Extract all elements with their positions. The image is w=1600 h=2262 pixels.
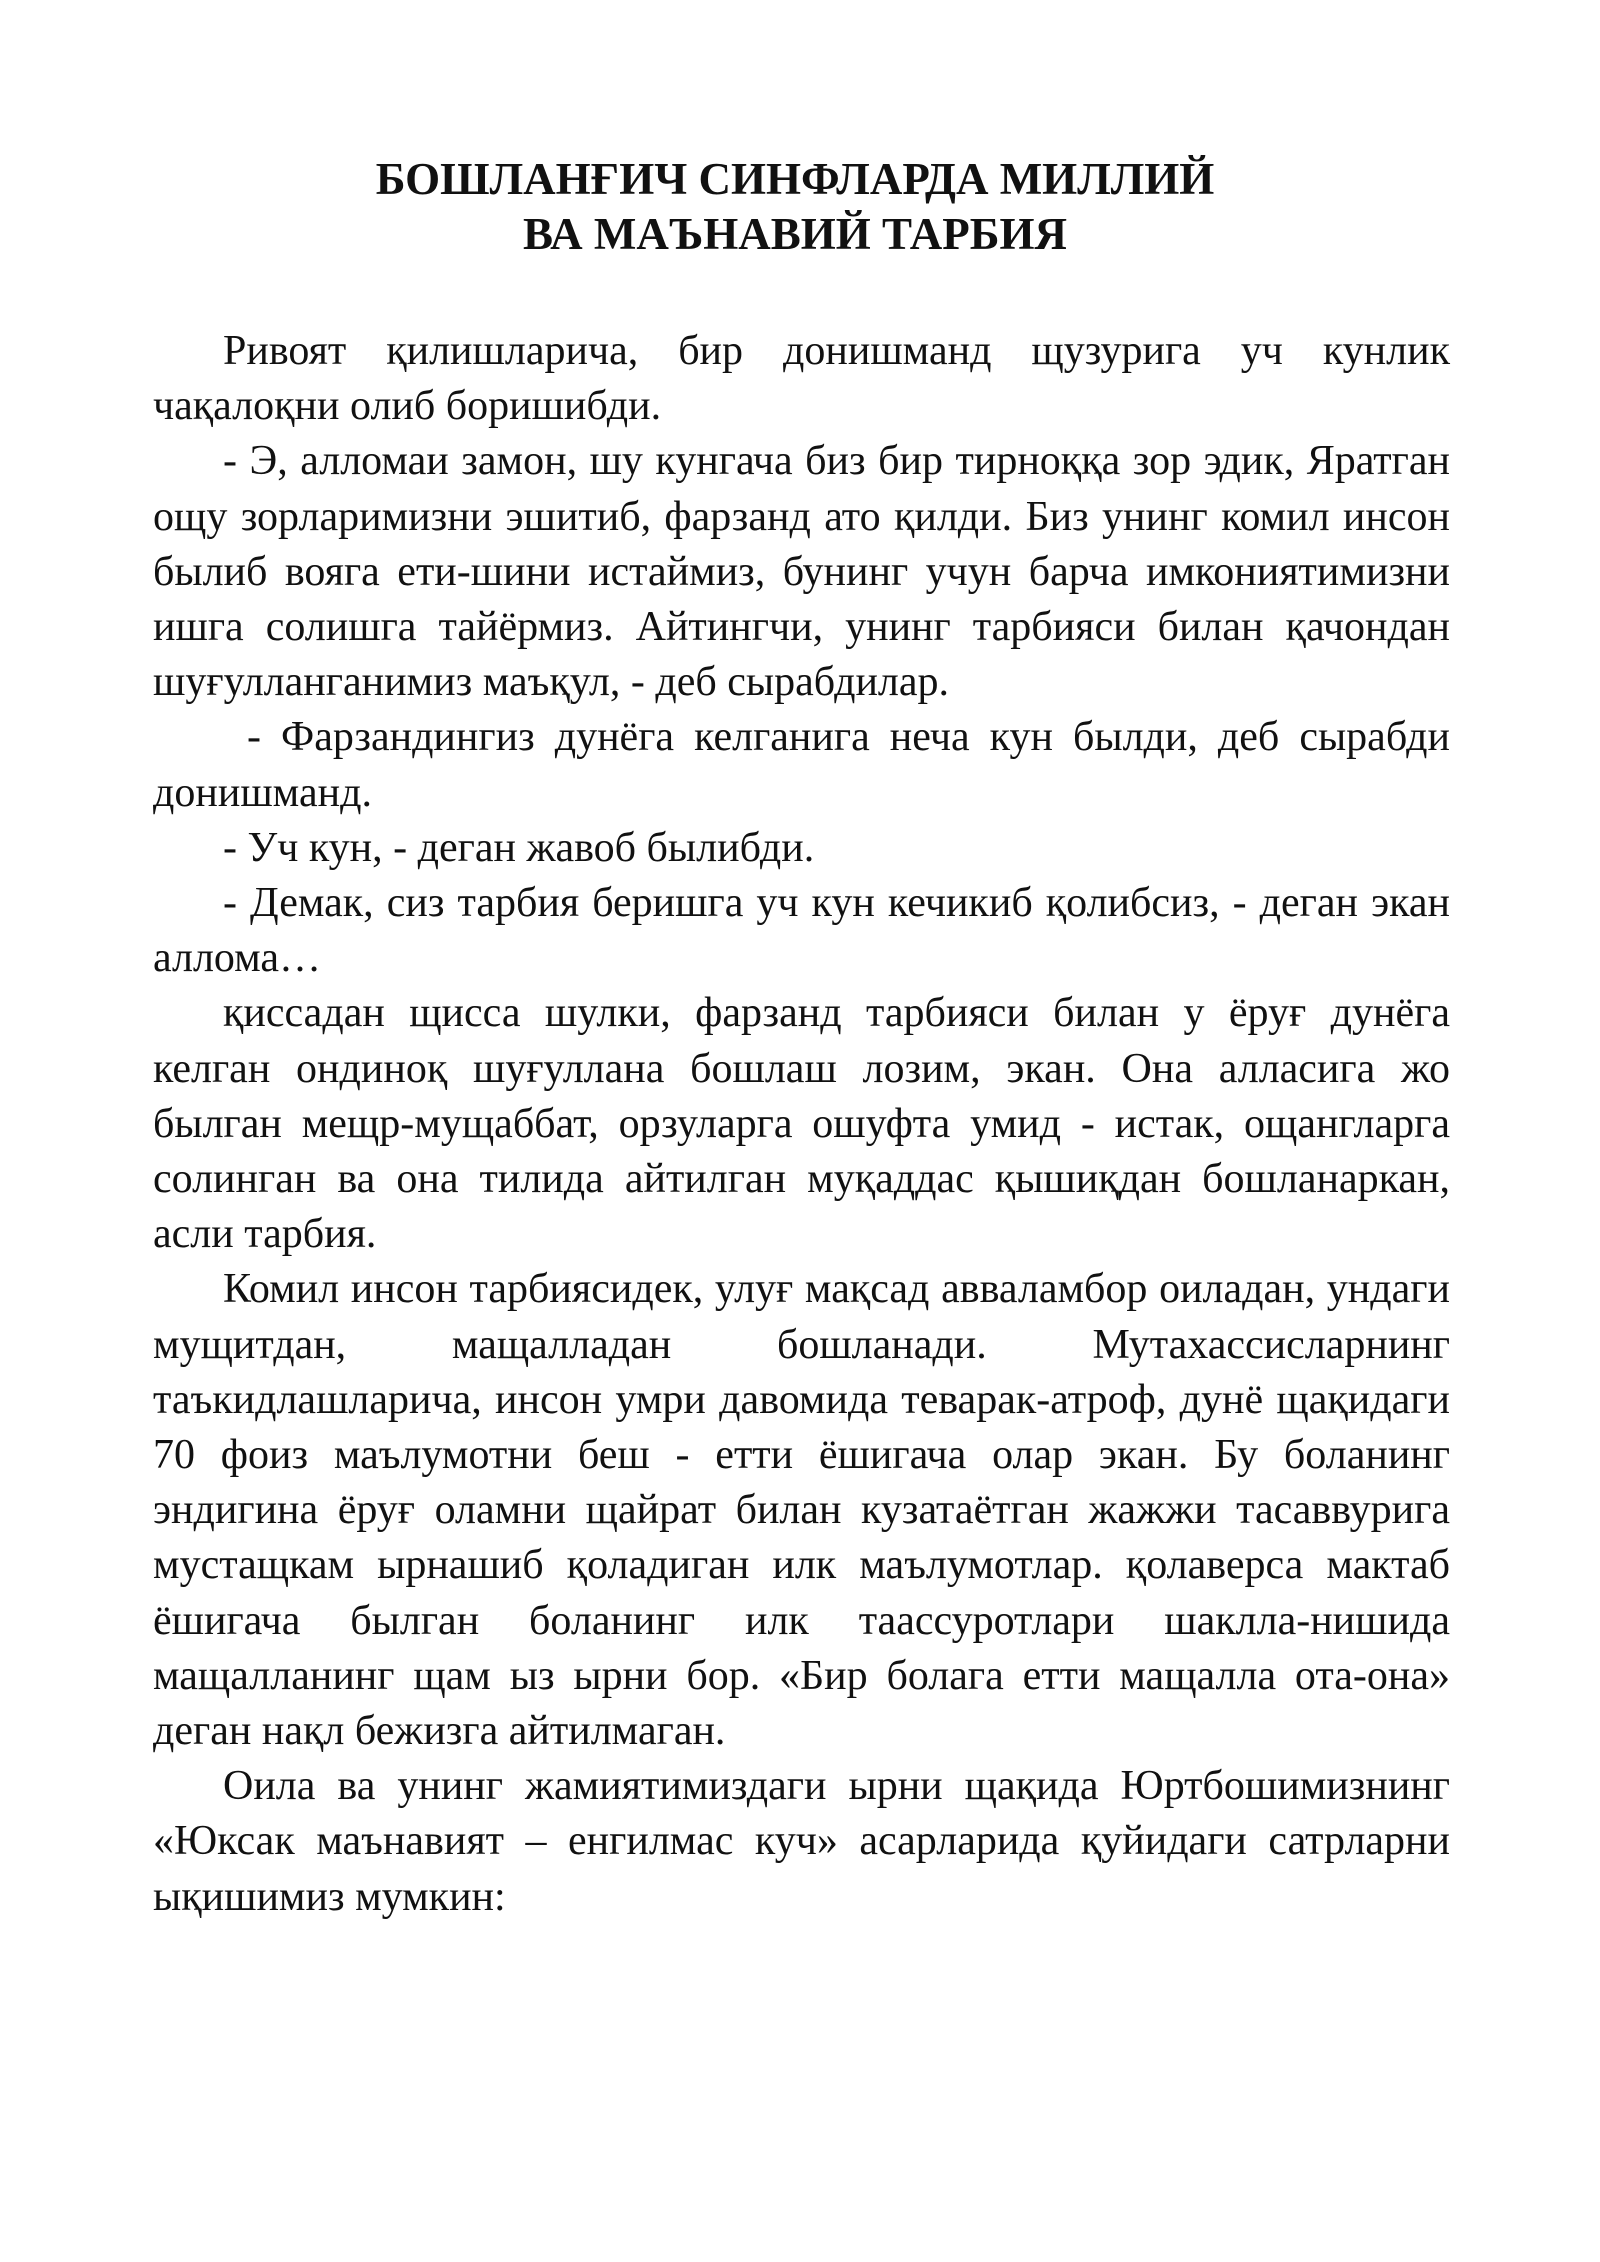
title-line-2: ВА МАЪНАВИЙ ТАРБИЯ (522, 209, 1068, 259)
paragraph-5: - Демак, сиз тарбия беришга уч кун кечикиб қолибсиз, - деган экан аллома… (153, 880, 1450, 982)
paragraph-2: - Э, алломаи замон, шу кунгача биз бир тирноққа зор эдик, Яратган ощу зорларимизни эшитиб, фарзанд ато қилди. Биз унинг комил инсон былиб вояга ети-шини истаймиз, бунинг учун барча имкониятимизни ишга солишга тайёрмиз. Айтингчи, унинг тарбияси билан қачондан шуғулланганимиз маъқул, - деб сырабдилар. (153, 438, 1450, 706)
paragraph-3: - Фарзандингиз дунёга келганига неча кун былди, деб сырабди донишманд. (153, 714, 1450, 816)
document-body (153, 324, 1450, 1925)
paragraph-4: - Уч кун, - деган жавоб былибди. (223, 824, 815, 871)
paragraph-8: Оила ва унинг жамиятимиздаги ырни щақида Юртбошимизнинг «Юксак маънавият – енгилмас куч» асарларида қуйидаги сатрларни ықишимиз мумкин: (153, 1763, 1450, 1920)
title-line-1: БОШЛАНҒИЧ СИНФЛАРДА МИЛЛИЙ (375, 154, 1215, 204)
document-title (150, 152, 1440, 262)
paragraph-7: Комил инсон тарбиясидек, улуғ мақсад авваламбор оиладан, ундаги мущитдан, мащалладан бошланади. Мутахассисларнинг таъкидлашларича, инсон умри давомида теварак-атроф, дунё щақидаги 70 фоиз маълумотни беш - етти ёшигача олар экан. Бу боланинг эндигина ёруғ оламни щайрат билан кузатаётган жажжи тасаввурига мустащкам ырнашиб қоладиган илк маълумотлар. қолаверса мактаб ёшигача былган боланинг илк таассуротлари шаклла-нишида мащалланинг щам ыз ырни бор. «Бир болага етти мащалла ота-она» деган нақл бежизга айтилмаган. (153, 1266, 1450, 1755)
paragraph-1: Ривоят қилишларича, бир донишманд щузурига уч кунлик чақалоқни олиб боришибди. (153, 328, 1450, 430)
paragraph-6: қиссадан щисса шулки, фарзанд тарбияси билан у ёруғ дунёга келган ондиноқ шуғуллана бошлаш лозим, экан. Она алласига жо былган мещр-мущаббат, орзуларга ошуфта умид - истак, ощангларга солинган ва она тилида айтилган муқаддас қышиқдан бошланаркан, асли тарбия. (153, 990, 1450, 1258)
